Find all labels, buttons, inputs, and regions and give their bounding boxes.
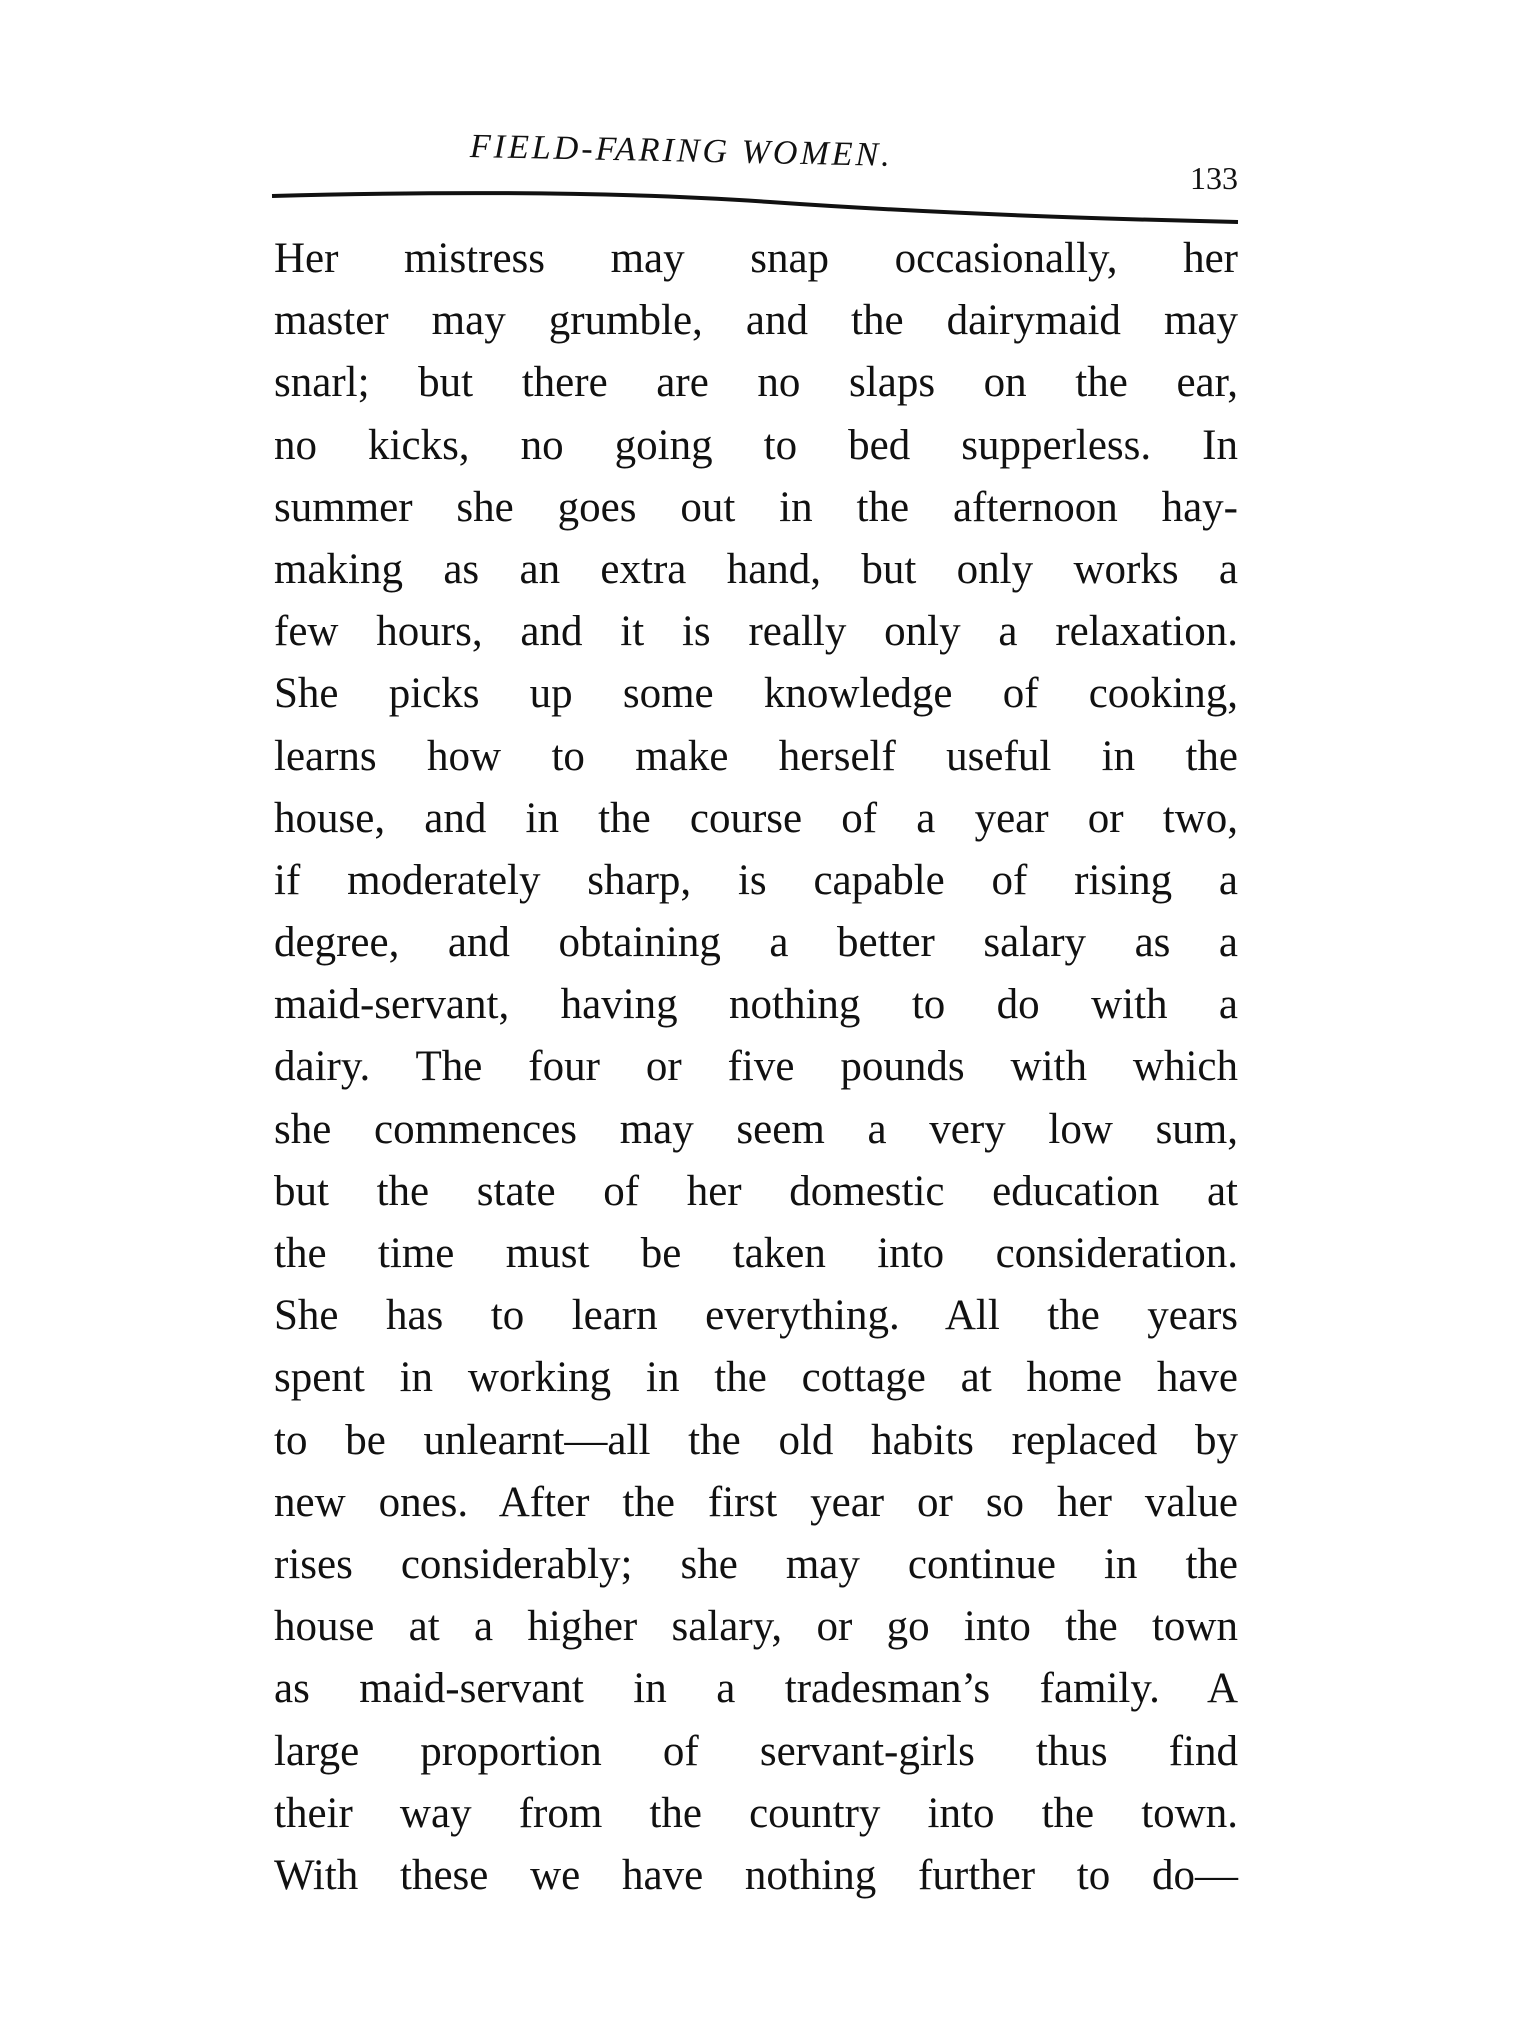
text-line: to be unlearnt—all the old habits replaced by — [274, 1416, 1238, 1464]
text-line: if moderately sharp, is capable of rising a — [274, 856, 1238, 904]
text-line: house, and in the course of a year or two, — [274, 794, 1238, 842]
text-line: With these we have nothing further to do— — [274, 1851, 1238, 1899]
text-line: maid-servant, having nothing to do with a — [274, 981, 1238, 1029]
text-line: making as an extra hand, but only works a — [274, 545, 1238, 593]
text-line: large proportion of servant-girls thus find — [274, 1727, 1238, 1775]
text-line: learns how to make herself useful in the — [274, 732, 1238, 780]
text-line: dairy. The four or five pounds with which — [274, 1043, 1238, 1091]
body-text — [274, 228, 1238, 1907]
text-line: their way from the country into the town. — [274, 1789, 1238, 1837]
text-line: house at a higher salary, or go into the town — [274, 1603, 1238, 1651]
text-line: She picks up some knowledge of cooking, — [274, 670, 1238, 718]
text-line: degree, and obtaining a better salary as a — [274, 919, 1238, 967]
text-line: rises considerably; she may continue in the — [274, 1540, 1238, 1588]
header-rule — [270, 190, 1240, 230]
text-line: snarl; but there are no slaps on the ear, — [274, 359, 1238, 407]
text-line: summer she goes out in the afternoon hay- — [274, 483, 1238, 531]
page-number: 133 — [1190, 160, 1238, 196]
text-line: Her mistress may snap occasionally, her — [274, 235, 1238, 282]
text-line: few hours, and it is really only a relaxation. — [274, 608, 1238, 656]
text-line: she commences may seem a very low sum, — [274, 1105, 1238, 1153]
text-line: as maid-servant in a tradesman’s family. A — [274, 1665, 1238, 1713]
text-line: spent in working in the cottage at home have — [274, 1354, 1238, 1402]
text-line: She has to learn everything. All the years — [274, 1292, 1238, 1340]
text-line: no kicks, no going to bed supperless. In — [274, 421, 1238, 469]
text-line: the time must be taken into consideration. — [274, 1230, 1238, 1277]
text-line: master may grumble, and the dairymaid may — [274, 297, 1238, 345]
running-head: FIELD-FARING WOMEN. — [469, 128, 894, 174]
text-line: but the state of her domestic education at — [274, 1167, 1238, 1215]
text-line: new ones. After the first year or so her value — [274, 1478, 1238, 1526]
